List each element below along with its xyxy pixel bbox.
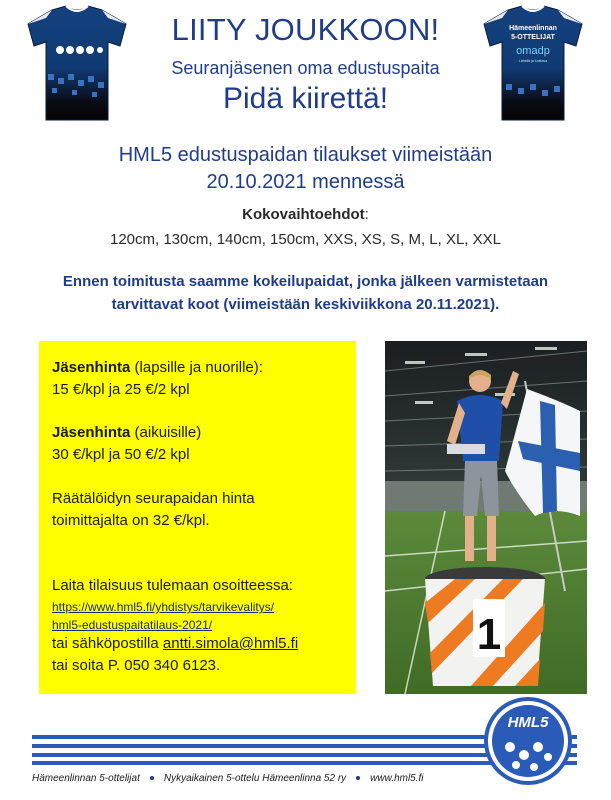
logo-text: HML5 <box>507 714 549 731</box>
pricing-panel <box>39 341 356 694</box>
order-url-line2[interactable]: hml5-edustuspaitatilaus-2021/ <box>52 618 213 632</box>
sizes-heading-text: Kokovaihtoehdot <box>242 206 365 223</box>
footer-separator-1 <box>150 776 154 780</box>
notice-line2: tarvittavat koot (viimeistään keskiviikkona 20.11.2021). <box>111 296 500 313</box>
member-price-label-adult: Jäsenhinta <box>52 424 131 441</box>
deadline-line2: 20.10.2021 mennessä <box>206 171 405 193</box>
email-prefix: tai sähköpostilla <box>52 635 163 652</box>
sizes-list: 120cm, 130cm, 140cm, 150cm, XXS, XS, S, M, L, XL, XXL <box>109 231 501 248</box>
youth-price: 15 €/kpl ja 25 €/2 kpl <box>52 381 190 398</box>
email-link[interactable]: antti.simola@hml5.fi <box>162 635 299 652</box>
shirt-text-line2: 5-OTTELIJAT <box>511 34 555 41</box>
phone-line: tai soita P. 050 340 6123. <box>52 657 221 674</box>
shirt-sponsor-sub: Lähellä ja luottava <box>518 59 548 63</box>
deadline-line1: HML5 edustuspaidan tilaukset viimeistään <box>118 144 493 166</box>
hurry-heading: Pidä kiirettä! <box>222 82 389 115</box>
youth-note: (lapsille ja nuorille): <box>130 359 263 376</box>
podium-number: 1 <box>476 610 502 659</box>
hml5-logo <box>484 697 572 785</box>
adult-price: 30 €/kpl ja 50 €/2 kpl <box>52 446 190 463</box>
order-instruction: Laita tilaisuus tulemaan osoitteessa: <box>52 577 293 594</box>
custom-price-line2: toimittajalta on 32 €/kpl. <box>52 512 210 529</box>
athlete-podium-photo <box>385 341 587 694</box>
footer-org: Nykyaikainen 5-ottelu Hämeenlinna 52 ry <box>163 773 347 784</box>
order-url-line1[interactable]: https://www.hml5.fi/yhdistys/tarvikevalitys/ <box>52 600 275 614</box>
member-price-label: Jäsenhinta <box>52 359 131 376</box>
footer-site[interactable]: www.hml5.fi <box>370 773 424 784</box>
club-shirt-back-image <box>478 4 588 124</box>
email-line <box>52 635 298 652</box>
order-deadline <box>60 142 551 196</box>
shirt-text-line1: Hämeenlinnan <box>509 25 557 32</box>
page-subtitle: Seuranjäsenen oma edustuspaita <box>171 58 440 78</box>
footer-separator-2 <box>356 776 360 780</box>
adult-price-label <box>52 424 201 441</box>
fitting-notice <box>30 270 581 316</box>
sizes-heading <box>60 206 551 223</box>
footer-info <box>32 773 577 784</box>
club-shirt-front-image <box>22 4 132 124</box>
shirt-sponsor: omadp <box>516 45 550 57</box>
adult-note: (aikuisille) <box>130 424 202 441</box>
youth-price-label <box>52 359 263 376</box>
custom-price-line1: Räätälöidyn seurapaidan hinta <box>52 490 255 507</box>
notice-line1: Ennen toimitusta saamme kokeilupaidat, jonka jälkeen varmistetaan <box>62 273 549 290</box>
page-title: LIITY JOUKKOON! <box>171 12 440 47</box>
sizes-heading-colon: : <box>364 206 369 223</box>
footer-club: Hämeenlinnan 5-ottelijat <box>32 773 140 784</box>
